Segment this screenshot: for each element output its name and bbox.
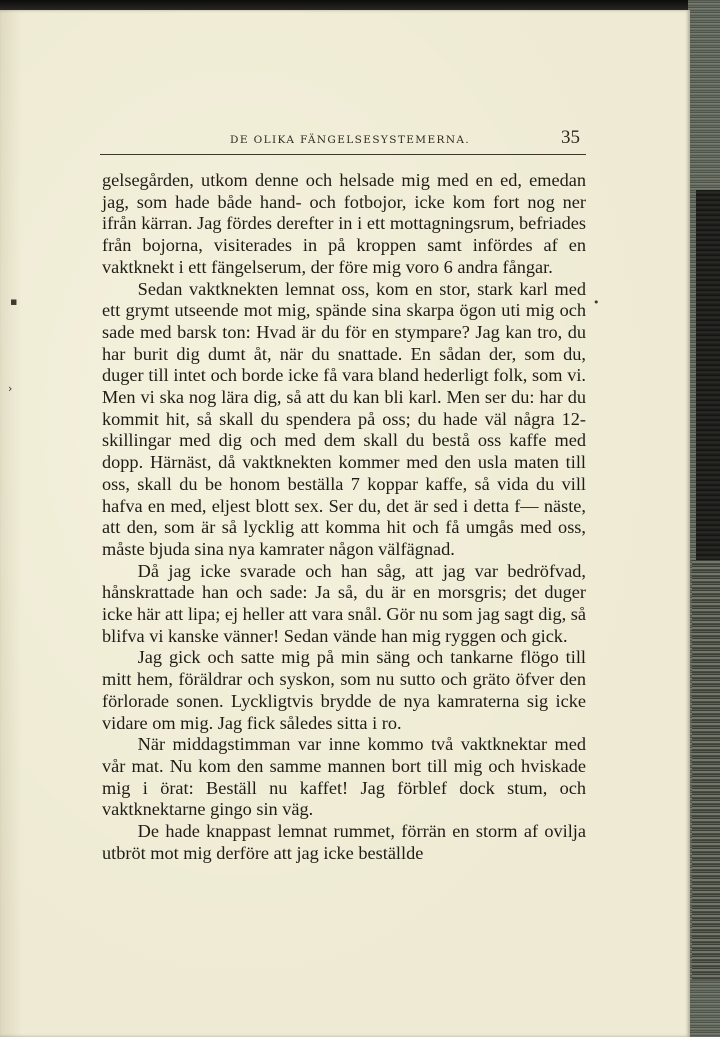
page-stack-shadow [696, 190, 720, 570]
margin-speck: • [593, 296, 600, 309]
page-stack-edge-lower [692, 560, 720, 980]
paragraph: De hade knappast lemnat rummet, förrän en storm af ovilja utbröt mot mig derföre att jag icke beställde [102, 821, 586, 863]
margin-speck: › [8, 382, 13, 395]
page-header [100, 124, 586, 155]
paragraph: När middagstimman var inne kommo två vaktknektar med vår mat. Nu kom den samme mannen bort till mig och hviskade mig i örat: Beställ nu kaffet! Jag förblef dock stum, och vaktknektarne gingo sin väg. [102, 734, 586, 820]
page-number: 35 [561, 127, 580, 148]
paragraph: Jag gick och satte mig på min säng och tankarne flögo till mitt hem, föräldrar och syskon, som nu sutto och gräto öfver den förlorade sonen. Lyckligtvis brydde de nya kamraterna sig icke vidare om mig. Jag fick således sitta i ro. [102, 647, 586, 733]
book-page [0, 10, 690, 1037]
body-text [102, 170, 586, 865]
running-title: DE OLIKA FÄNGELSESYSTEMERNA. [230, 134, 471, 146]
margin-speck: ▪ [10, 295, 18, 308]
paragraph: Då jag icke svarade och han såg, att jag var bedröfvad, hånskrattade han och sade: Ja så, du är en morsgris; det duger icke här att lipa; ej heller att vara snål. Gör nu som jag sagt dig, så blifva vi kanske vänner! Sedan vände han mig ryggen och gick. [102, 560, 586, 646]
paragraph: Sedan vaktknekten lemnat oss, kom en stor, stark karl med ett grymt utseende mot mig, spände sina skarpa ögon uti mig och sade med barsk ton: Hvad är du för en stympare? Jag kan tro, du har burit dig dumt åt, när du snattade. En sådan der, som du, duger till intet och borde icke få vara bland hederligt folk, som vi. Men vi ska nog lära dig, så att du kan bli karl. Men ser du: har du kommit hit, så skall du spendera på oss; du hade väl några 12-skillingar med dig och med dem skall du bestå oss kaffe med dopp. Härnäst, då vaktknekten kommer med den usla maten till oss, skall du be honom beställa 7 koppar kaffe, så vida du vill hafva en med, eljest blott sex. Ser du, det är sed i detta f— näste, att den, som är så lycklig att komma hit och få umgås med oss, måste bjuda sina nya kamrater någon välfägnad. [102, 278, 586, 559]
paragraph: gelsegården, utkom denne och helsade mig med en ed, emedan jag, som hade både hand- och fotbojor, icke kom fort nog ner ifrån kärran. Jag fördes derefter in i ett mottagningsrum, befriades från bojorna, visiterades in på kroppen samt infördes af en vaktknekt i ett fängelserum, der före mig voro 6 andra fångar. [102, 170, 586, 277]
